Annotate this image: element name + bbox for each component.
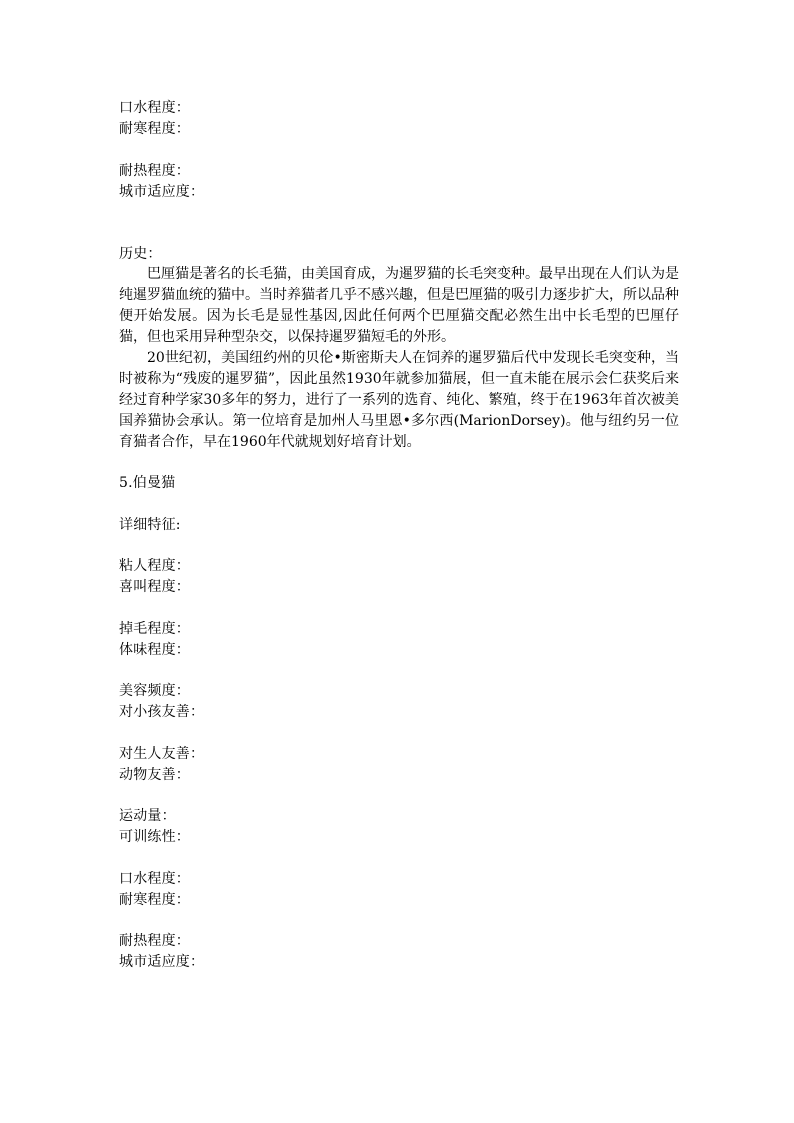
trait-animal-friendly: 动物友善： xyxy=(119,767,190,783)
trait-stranger-friendly: 对生人友善： xyxy=(119,746,205,762)
trait-trainability: 可训练性： xyxy=(119,829,190,845)
trait-odor: 体味程度： xyxy=(119,642,190,658)
section-heading: 5.伯曼猫 xyxy=(119,475,176,491)
trait-heat-tolerance-2: 耐热程度： xyxy=(119,933,190,949)
trait-city-adaptability: 城市适应度： xyxy=(119,184,205,200)
trait-heat-tolerance: 耐热程度： xyxy=(119,163,190,179)
trait-drool: 口水程度： xyxy=(119,100,190,116)
trait-shedding: 掉毛程度： xyxy=(119,621,190,637)
trait-clinginess: 粘人程度： xyxy=(119,558,190,574)
trait-cold-tolerance: 耐寒程度： xyxy=(119,121,190,137)
history-paragraph-1: 巴厘猫是著名的长毛猫，由美国育成，为暹罗猫的长毛突变种。最早出现在人们认为是纯暹罗猫血统的猫中。当时养猫者几乎不感兴趣，但是巴厘猫的吸引力逐步扩大，所以品种便开始发展。因为长毛是显性基因,因此任何两个巴厘猫交配必然生出中长毛型的巴厘仔猫，但也采用异种型杂交，以保持暹罗猫短毛的外形。 xyxy=(119,266,679,345)
history-label: 历史： xyxy=(119,246,162,262)
trait-cold-tolerance-2: 耐寒程度： xyxy=(119,892,190,908)
trait-child-friendly: 对小孩友善： xyxy=(119,704,205,720)
trait-vocal: 喜叫程度： xyxy=(119,579,190,595)
history-paragraph-2: 20世纪初，美国纽约州的贝伦•斯密斯夫人在饲养的暹罗猫后代中发现长毛突变种，当时被称为“残废的暹罗猫”，因此虽然1930年就参加猫展，但一直未能在展示会仁获奖后来经过育种学家30多年的努力，进行了一系列的选育、纯化、繁殖，终于在1963年首次被美国养猫协会承认。第一位培育是加州人马里恩•多尔西(MarionDorsey)。他与纽约另一位育猫者合作，早在1960年代就规划好培育计划。 xyxy=(119,350,679,450)
trait-exercise: 运动量： xyxy=(119,808,176,824)
detail-label: 详细特征: xyxy=(119,517,181,533)
trait-drool-2: 口水程度： xyxy=(119,871,190,887)
trait-grooming: 美容频度： xyxy=(119,683,190,699)
trait-city-adaptability-2: 城市适应度： xyxy=(119,954,205,970)
